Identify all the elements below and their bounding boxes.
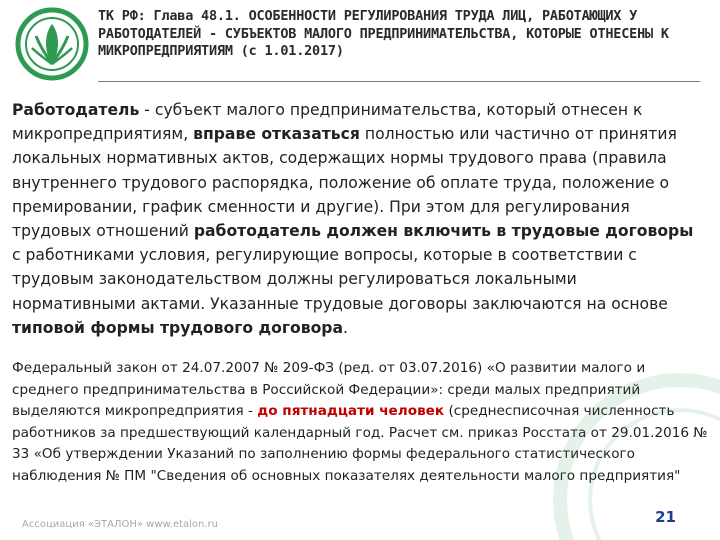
main-text-3: с работниками условия, регулирующие вопросы, которые в соответствии с трудовым законодательством должны регулироваться локальными нормативными актами. Указанные трудовые договоры заключаются на основе — [12, 246, 668, 313]
etalon-logo-icon — [14, 6, 90, 82]
term-may-refuse: вправе отказаться — [193, 125, 360, 144]
law-reference-paragraph — [12, 358, 712, 488]
term-must-include: работодатель должен включить в трудовые договоры — [193, 222, 694, 241]
footer-organization: Ассоциация «ЭТАЛОН» www.etalon.ru — [22, 519, 219, 530]
main-paragraph — [12, 98, 704, 340]
page-number: 21 — [655, 508, 676, 526]
note-text-1: Федеральный закон от 24.07.2007 № 209-ФЗ (ред. от 03.07.2016) «О развитии малого и среднего предпринимательства в Российской Федерации»: среди малых предприятий выделяются микропредприятия - — [12, 360, 646, 420]
header-divider — [98, 81, 700, 82]
highlight-fifteen-people: до пятнадцати человек — [257, 403, 445, 420]
term-employer: Работодатель — [12, 101, 140, 119]
main-text-2: полностью или частично от принятия локальных нормативных актов, содержащих нормы трудового права (правила внутреннего трудового распорядка, положение об оплате труда, положение о премировании, график сменности и другие). При этом для регулирования трудовых отношений — [12, 125, 677, 241]
main-text-4: . — [343, 318, 348, 337]
term-standard-contract: типовой формы трудового договора — [12, 318, 343, 337]
page-title: ТК РФ: Глава 48.1. ОСОБЕННОСТИ РЕГУЛИРОВАНИЯ ТРУДА ЛИЦ, РАБОТАЮЩИХ У РАБОТОДАТЕЛЕЙ - СУБЪЕКТОВ МАЛОГО ПРЕДПРИНИМАТЕЛЬСТВА, КОТОРЫЕ ОТНЕСЕНЫ К МИКРОПРЕДПРИЯТИЯМ (с 1.01.2017) — [98, 8, 669, 59]
main-text-1: - субъект малого предпринимательства, который отнесен к микропредприятиям, — [12, 101, 643, 144]
note-text-2: (среднесписочная численность работников за предшествующий календарный год. Расчет см. приказ Росстата от 29.01.2016 № 33 «Об утверждении Указаний по заполнению формы федерального статистического наблюдения № ПМ "Сведения об основных показателях деятельности малого предприятия" — [12, 403, 708, 484]
